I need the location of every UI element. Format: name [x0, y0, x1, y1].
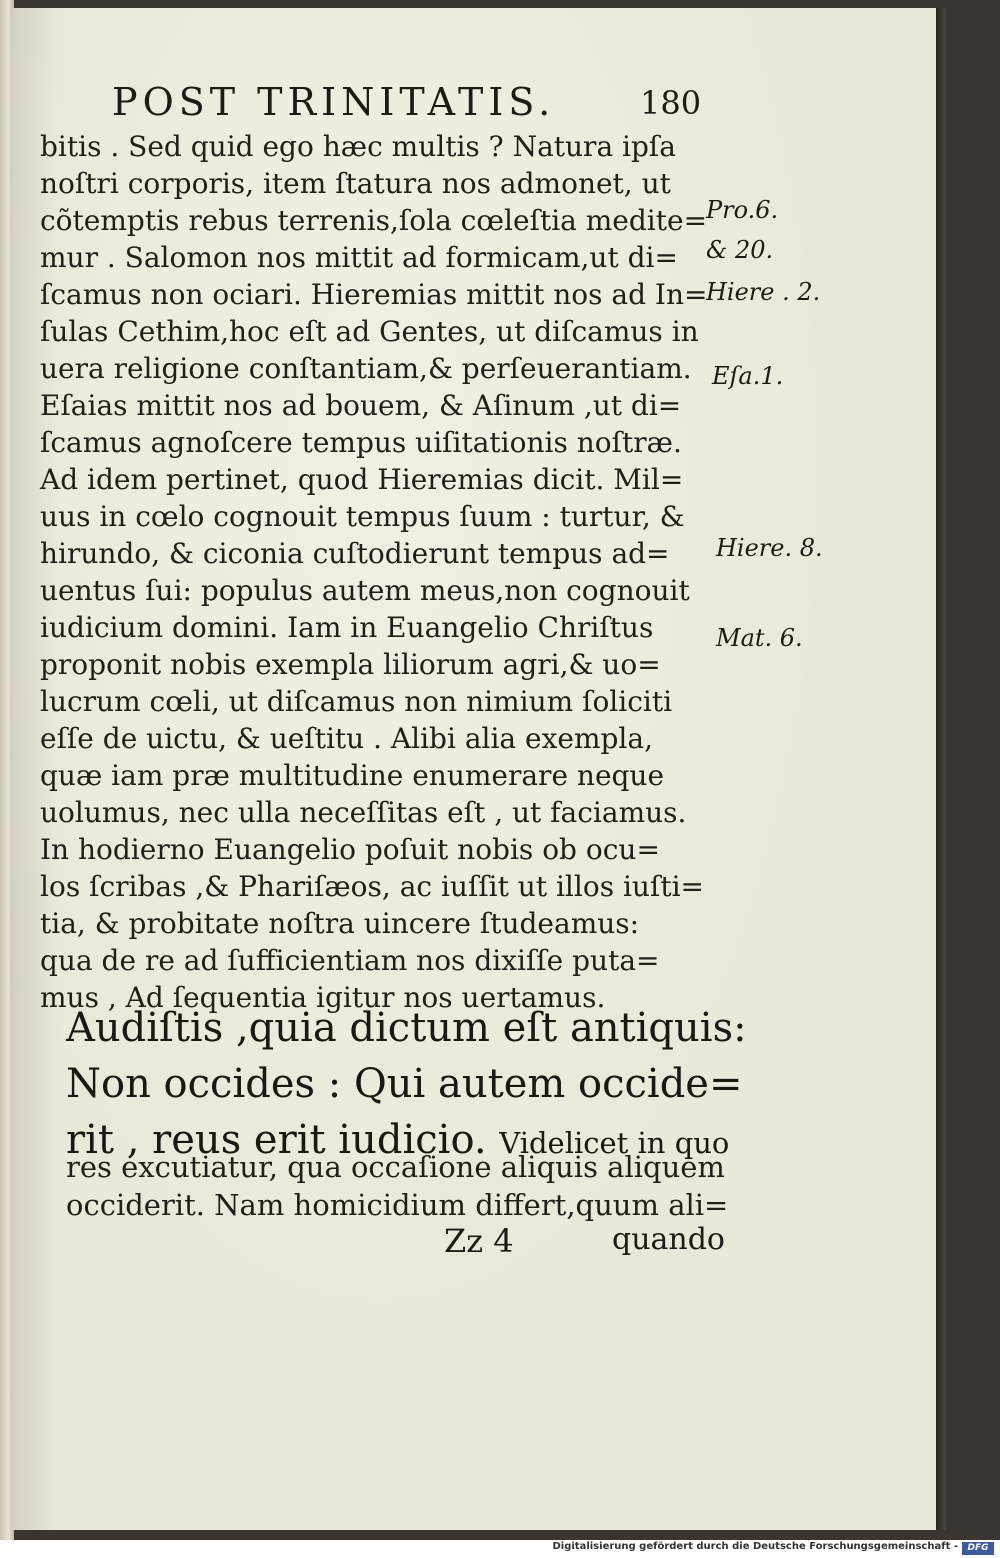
running-head: POST TRINITATIS.	[112, 80, 556, 124]
page-gutter-shadow	[936, 8, 946, 1530]
text-line: hirundo, & ciconia cuſtodierunt tempus ad=	[40, 537, 670, 570]
text-line: ſcamus agnoſcere tempus uiſitationis noſtræ.	[40, 426, 682, 459]
body-text	[40, 128, 716, 1016]
text-line: lucrum cœli, ut diſcamus non nimium ſoliciti	[40, 685, 673, 718]
text-line: los ſcribas ,& Phariſæos, ac iuſſit ut illos iuſti=	[40, 870, 704, 903]
text-line: mus , Ad ſequentia igitur nos uertamus.	[40, 981, 606, 1014]
catchword: quando	[612, 1222, 725, 1257]
text-line: uus in cœlo cognouit tempus ſuum : turtur, &	[40, 500, 685, 533]
margin-note-pro-20: & 20.	[706, 236, 774, 264]
text-line: uentus ſui: populus autem meus,non cognouit	[40, 574, 690, 607]
text-line: qua de re ad ſufficientiam nos dixiſſe puta=	[40, 944, 660, 977]
text-line: res excutiatur, qua occaſione aliquis aliquem	[66, 1150, 725, 1184]
text-line: In hodierno Euangelio poſuit nobis ob ocu=	[40, 833, 660, 866]
text-line: bitis . Sed quid ego hæc multis ? Natura ipſa	[40, 130, 676, 163]
text-line: uolumus, nec ulla neceſſitas eſt , ut faciamus.	[40, 796, 687, 829]
margin-note-hiere-8: Hiere. 8.	[716, 534, 823, 562]
text-line: quæ iam præ multitudine enumerare neque	[40, 759, 665, 792]
text-line: proponit nobis exempla liliorum agri,& uo=	[40, 648, 661, 681]
page-number: 180	[640, 84, 702, 122]
text-line: iudicium domini. Iam in Euangelio Chriſtus	[40, 611, 654, 644]
text-line: ſcamus non ociari. Hieremias mittit nos ad In=	[40, 278, 708, 311]
text-line: eſſe de uictu, & ueſtitu . Alibi alia exempla,	[40, 722, 653, 755]
margin-note-pro: Pro.6.	[706, 196, 779, 224]
text-line: ſulas Cethim,hoc eſt ad Gentes, ut diſcamus in	[40, 315, 699, 348]
dfg-logo: DFG	[962, 1542, 994, 1555]
margin-note-mat-6: Mat. 6.	[716, 624, 803, 652]
text-line: Eſaias mittit nos ad bouem, & Aſinum ,ut di=	[40, 389, 682, 422]
text-line: cõtemptis rebus terrenis,ſola cœleſtia medite=	[40, 204, 708, 237]
text-line: tia, & probitate noſtra uincere ſtudeamus:	[40, 907, 640, 940]
quotation-line-text: rit , reus erit iudicio.	[66, 1117, 487, 1163]
quotation-line: Non occides : Qui autem occide=	[66, 1061, 743, 1107]
text-line: uera religione conſtantiam,& perſeuerantiam.	[40, 352, 692, 385]
footer-credit: Digitalisierung gefördert durch die Deutsche Forschungsgemeinschaft -	[552, 1541, 958, 1552]
text-line: noſtri corporis, item ſtatura nos admonet, ut	[40, 167, 671, 200]
scripture-quotation	[66, 1000, 747, 1168]
quotation-line: Audiſtis ,quia dictum eſt antiquis:	[66, 1005, 747, 1051]
text-line: mur . Salomon nos mittit ad formicam,ut di=	[40, 241, 678, 274]
margin-note-hiere-2: Hiere . 2.	[706, 278, 821, 306]
text-line: Ad idem pertinet, quod Hieremias dicit. Mil=	[40, 463, 684, 496]
margin-note-esa-1: Eſa.1.	[712, 362, 784, 390]
signature-mark: Zz 4	[444, 1222, 514, 1260]
text-line: occiderit. Nam homicidium differt,quum ali=	[66, 1188, 729, 1222]
quotation-tail: Videlicet in quo	[499, 1126, 730, 1160]
commentary-text	[66, 1148, 728, 1224]
